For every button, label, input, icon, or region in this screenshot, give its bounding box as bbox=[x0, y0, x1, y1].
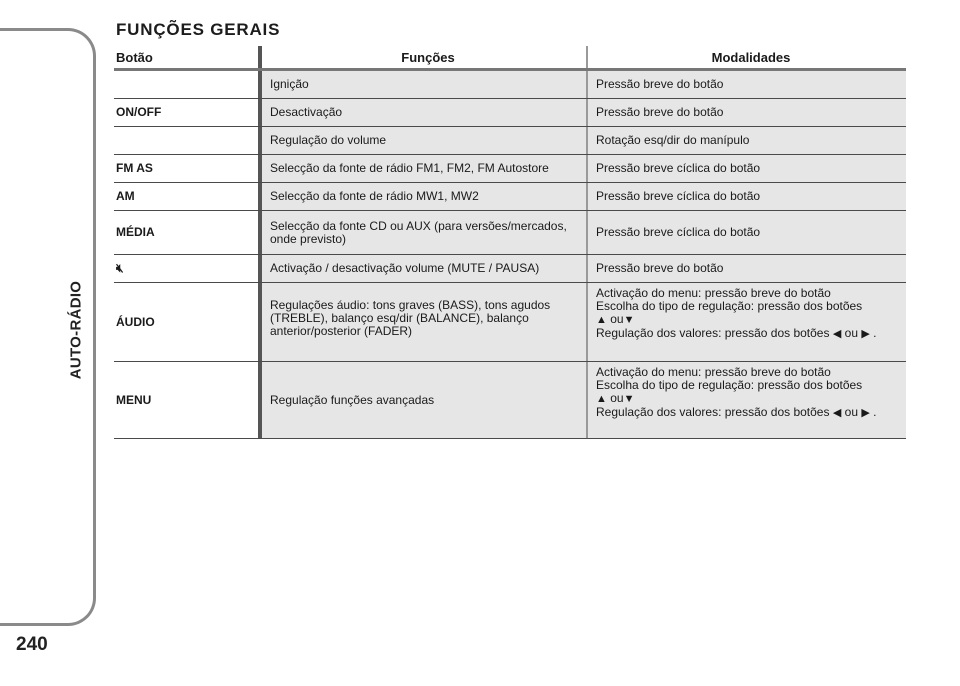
button-onoff: ON/OFF bbox=[116, 105, 162, 119]
mode-line: Activação do menu: pressão breve do botão bbox=[596, 286, 831, 300]
arrow-left-icon: ◀ bbox=[832, 407, 842, 419]
mode-cell: Pressão breve cíclica do botão bbox=[586, 211, 906, 254]
mode-cell: Pressão breve cíclica do botão bbox=[586, 155, 906, 182]
function-cell: Selecção da fonte de rádio MW1, MW2 bbox=[258, 183, 586, 210]
button-fm-as: FM AS bbox=[114, 155, 258, 182]
table-row bbox=[114, 155, 906, 183]
mode-line bbox=[596, 406, 877, 420]
function-cell: Regulação do volume bbox=[258, 127, 586, 154]
header-modes: Modalidades bbox=[586, 46, 906, 68]
empty-cell bbox=[114, 71, 258, 98]
arrow-right-icon: ▶ bbox=[861, 328, 870, 340]
page-number: 240 bbox=[16, 634, 48, 655]
function-cell: Selecção da fonte de rádio FM1, FM2, FM Autostore bbox=[258, 155, 586, 182]
period: . bbox=[873, 405, 877, 419]
table-row bbox=[114, 362, 906, 439]
arrow-left-icon: ◀ bbox=[832, 328, 842, 340]
function-line: onde previsto) bbox=[270, 231, 347, 246]
button-am: AM bbox=[114, 183, 258, 210]
function-cell: Ignição bbox=[258, 71, 586, 98]
function-cell: Regulação funções avançadas bbox=[258, 362, 586, 438]
header-button: Botão bbox=[116, 49, 153, 65]
mute-button-cell bbox=[114, 255, 258, 282]
section-title: FUNÇÕES GERAIS bbox=[116, 20, 281, 39]
mode-text: Regulação dos valores: pressão dos botões bbox=[596, 326, 830, 340]
arrow-right-icon: ▶ bbox=[861, 407, 870, 419]
table-header bbox=[114, 46, 906, 71]
mode-line: Activação do menu: pressão breve do botão bbox=[596, 365, 831, 379]
mode-cell: Pressão breve do botão bbox=[586, 71, 906, 98]
button-media: MÉDIA bbox=[114, 211, 258, 254]
mode-line bbox=[596, 392, 634, 406]
mode-line bbox=[596, 327, 877, 341]
table-row bbox=[114, 255, 906, 283]
mode-cell: Pressão breve do botão bbox=[586, 255, 906, 282]
mode-text: Regulação dos valores: pressão dos botões bbox=[596, 405, 830, 419]
functions-table bbox=[114, 46, 906, 439]
function-line: anterior/posterior (FADER) bbox=[270, 324, 413, 338]
function-cell: Desactivação bbox=[258, 99, 586, 126]
mode-cell bbox=[586, 283, 906, 361]
chapter-label: AUTO-RÁDIO bbox=[67, 280, 85, 380]
mode-cell bbox=[586, 362, 906, 438]
function-cell bbox=[258, 283, 586, 361]
mode-cell: Pressão breve cíclica do botão bbox=[586, 183, 906, 210]
period: . bbox=[873, 326, 877, 340]
arrow-up-icon: ▲ bbox=[596, 393, 607, 405]
mode-cell: Pressão breve do botão bbox=[586, 99, 906, 126]
table-row bbox=[114, 211, 906, 255]
button-menu: MENU bbox=[114, 362, 258, 438]
mute-icon: 🔇︎ bbox=[116, 261, 124, 275]
arrow-down-icon: ▼ bbox=[623, 393, 635, 405]
empty-cell bbox=[114, 127, 258, 154]
or-text: ou bbox=[844, 405, 858, 419]
mode-line bbox=[596, 313, 634, 327]
onoff-group bbox=[114, 71, 906, 155]
function-cell: Activação / desactivação volume (MUTE / PAUSA) bbox=[258, 255, 586, 282]
function-line: Regulações áudio: tons graves (BASS), tons agudos bbox=[270, 298, 551, 312]
mode-line: Escolha do tipo de regulação: pressão dos botões bbox=[596, 378, 863, 392]
arrow-up-icon: ▲ bbox=[596, 314, 607, 326]
mode-line: Escolha do tipo de regulação: pressão dos botões bbox=[596, 299, 863, 313]
table-row bbox=[114, 283, 906, 362]
or-text: ou bbox=[610, 391, 624, 405]
function-line: (TREBLE), balanço esq/dir (BALANCE), balanço bbox=[270, 311, 529, 325]
table-row bbox=[114, 183, 906, 211]
or-text: ou bbox=[610, 312, 624, 326]
button-audio: ÁUDIO bbox=[114, 283, 258, 361]
table-row bbox=[114, 127, 906, 155]
or-text: ou bbox=[844, 326, 858, 340]
function-cell bbox=[258, 211, 586, 254]
header-functions: Funções bbox=[258, 46, 586, 68]
mode-cell: Rotação esq/dir do manípulo bbox=[586, 127, 906, 154]
table-row bbox=[114, 99, 906, 127]
function-line: Selecção da fonte CD ou AUX (para versões/mercados, bbox=[270, 218, 567, 233]
arrow-down-icon: ▼ bbox=[623, 314, 635, 326]
table-row bbox=[114, 71, 906, 99]
